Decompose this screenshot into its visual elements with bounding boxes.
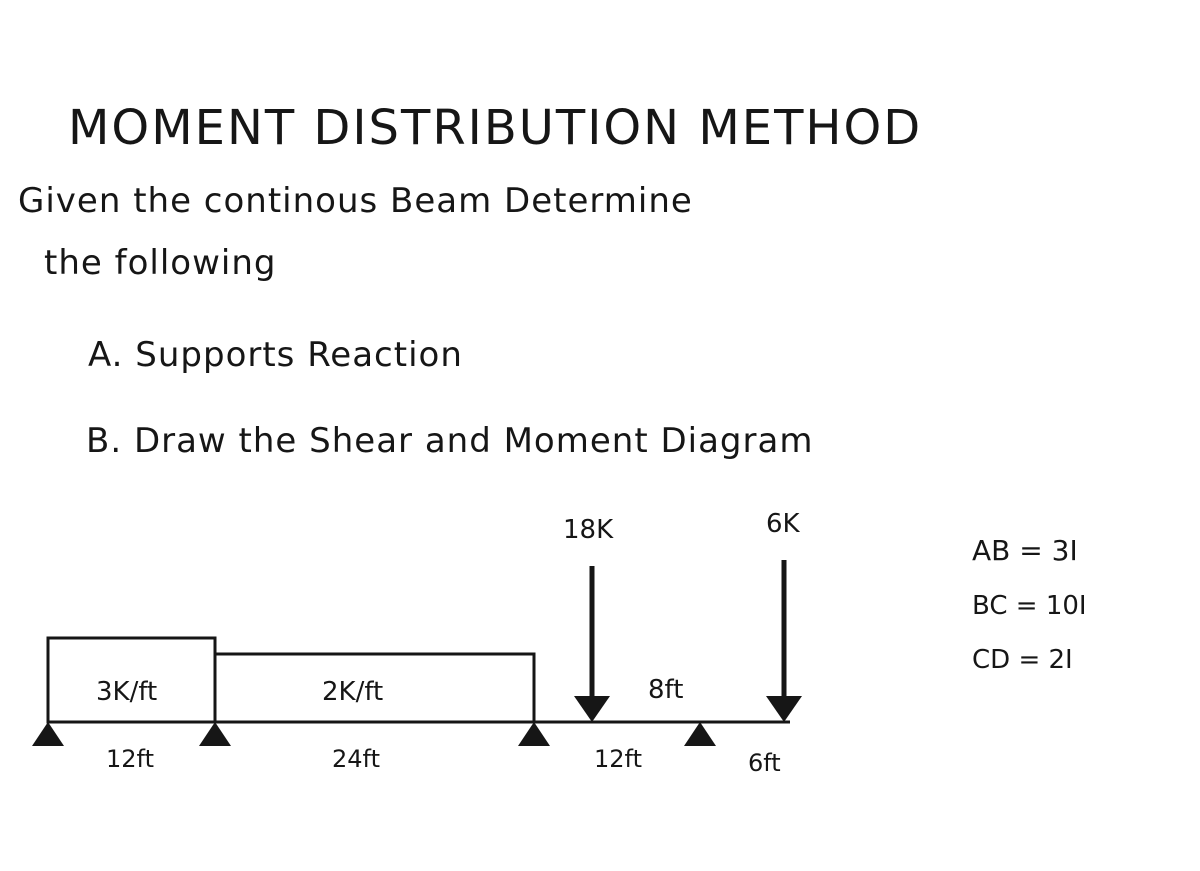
support-c-icon xyxy=(518,722,550,746)
span-ab-label: 12ft xyxy=(106,745,154,773)
span-cd-label: 12ft xyxy=(594,745,642,773)
span-bc-label: 24ft xyxy=(332,745,380,773)
point-load-offset-label: 8ft xyxy=(648,675,684,705)
stiffness-ab: AB = 3I xyxy=(972,534,1078,567)
distributed-load-ab-label: 3K/ft xyxy=(96,677,158,707)
point-load-6k-label: 6K xyxy=(766,509,800,539)
point-load-18k-arrow-head xyxy=(574,696,610,722)
point-load-6k-arrow-head xyxy=(766,696,802,722)
point-load-18k-label: 18K xyxy=(563,515,614,545)
stiffness-cd: CD = 2I xyxy=(972,645,1073,675)
stiffness-bc: BC = 10I xyxy=(972,591,1087,621)
support-d-icon xyxy=(684,722,716,746)
task-b-shear-moment-diagram: B. Draw the Shear and Moment Diagram xyxy=(86,421,814,461)
problem-statement-line-1: Given the continous Beam Determine xyxy=(18,181,693,221)
overhang-label: 6ft xyxy=(748,749,781,777)
support-b-icon xyxy=(199,722,231,746)
task-a-supports-reaction: A. Supports Reaction xyxy=(88,335,463,375)
support-a-icon xyxy=(32,722,64,746)
distributed-load-bc-label: 2K/ft xyxy=(322,677,384,707)
page-title: MOMENT DISTRIBUTION METHOD xyxy=(68,100,923,156)
problem-statement-line-2: the following xyxy=(44,243,277,283)
